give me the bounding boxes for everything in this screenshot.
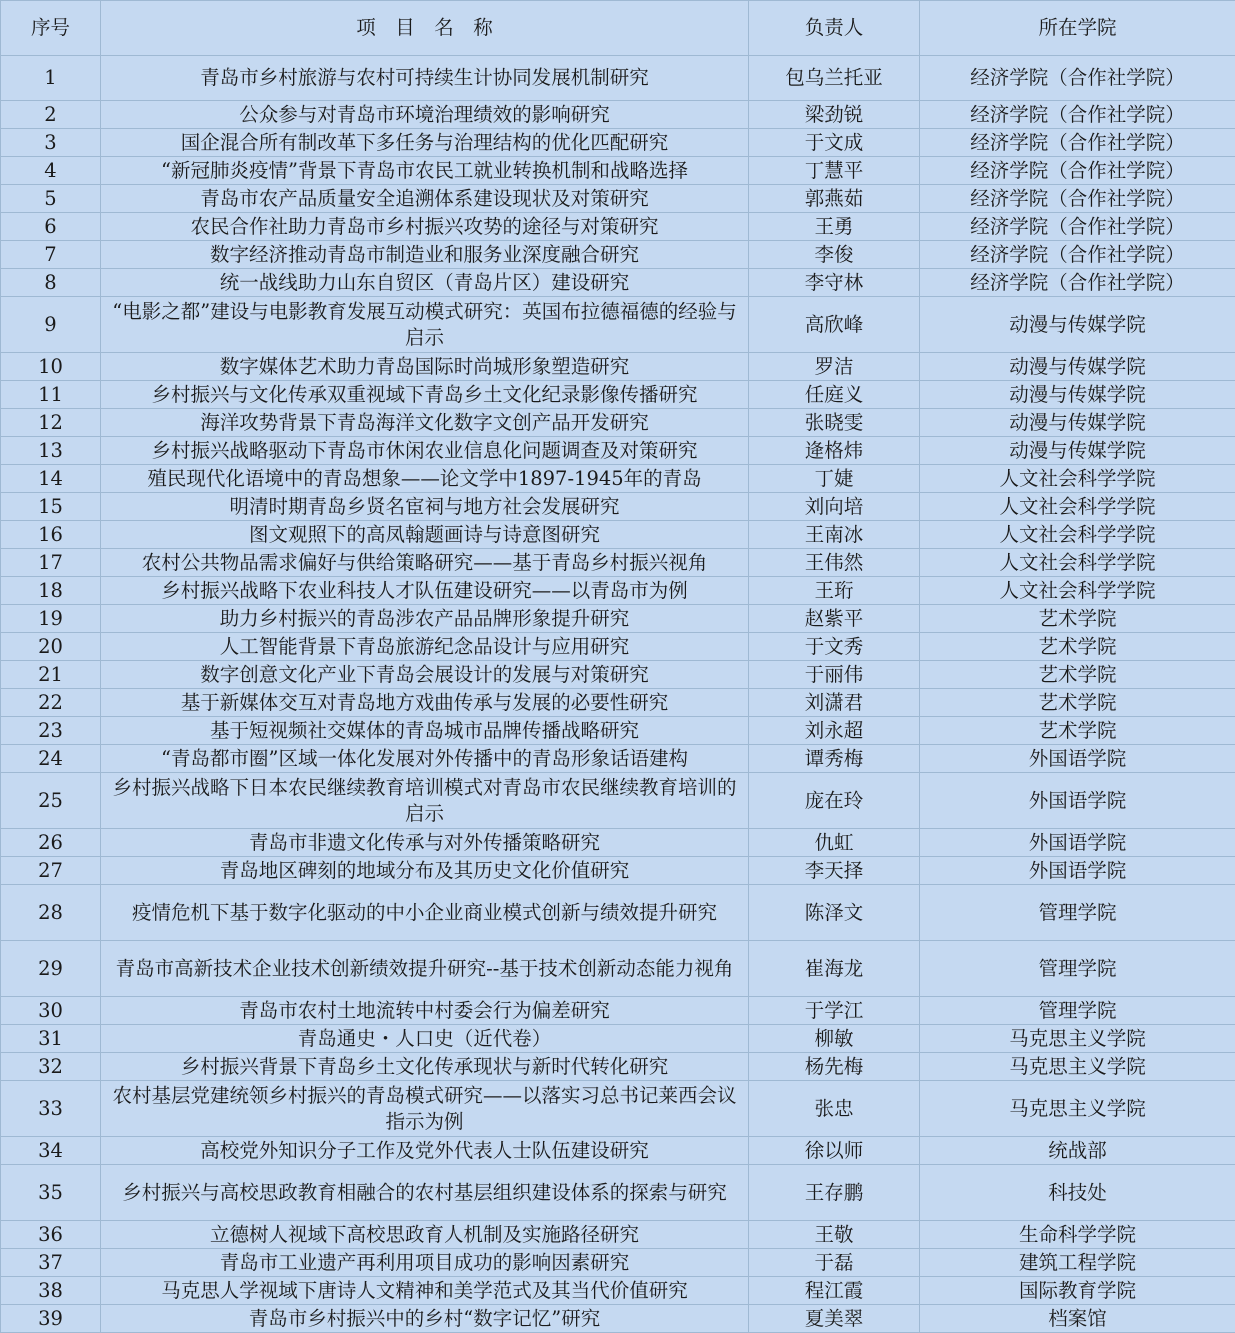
cell-no: 1 — [1, 56, 101, 101]
cell-leader: 程江霞 — [749, 1277, 920, 1305]
cell-college: 马克思主义学院 — [920, 1053, 1235, 1081]
table-row — [1, 745, 1235, 773]
table-row — [1, 521, 1235, 549]
cell-no: 21 — [1, 661, 101, 689]
cell-no: 11 — [1, 381, 101, 409]
table-row — [1, 157, 1235, 185]
cell-leader: 逄格炜 — [749, 437, 920, 465]
table-row — [1, 493, 1235, 521]
table-row — [1, 409, 1235, 437]
cell-title: “新冠肺炎疫情”背景下青岛市农民工就业转换机制和战略选择 — [101, 157, 749, 185]
cell-no: 4 — [1, 157, 101, 185]
table-row — [1, 577, 1235, 605]
cell-no: 12 — [1, 409, 101, 437]
cell-title: 乡村振兴与文化传承双重视域下青岛乡土文化纪录影像传播研究 — [101, 381, 749, 409]
cell-title: 殖民现代化语境中的青岛想象——论文学中1897-1945年的青岛 — [101, 465, 749, 493]
cell-title: 疫情危机下基于数字化驱动的中小企业商业模式创新与绩效提升研究 — [101, 885, 749, 941]
table-row — [1, 185, 1235, 213]
cell-no: 25 — [1, 773, 101, 829]
cell-title: 公众参与对青岛市环境治理绩效的影响研究 — [101, 101, 749, 129]
cell-college: 外国语学院 — [920, 773, 1235, 829]
cell-college: 经济学院（合作社学院） — [920, 101, 1235, 129]
cell-college: 人文社会科学学院 — [920, 549, 1235, 577]
cell-college: 动漫与传媒学院 — [920, 381, 1235, 409]
cell-leader: 王敬 — [749, 1221, 920, 1249]
cell-leader: 李守林 — [749, 269, 920, 297]
cell-college: 艺术学院 — [920, 717, 1235, 745]
cell-no: 33 — [1, 1081, 101, 1137]
cell-leader: 赵紫平 — [749, 605, 920, 633]
cell-college: 动漫与传媒学院 — [920, 437, 1235, 465]
cell-title: 青岛市乡村振兴中的乡村“数字记忆”研究 — [101, 1305, 749, 1333]
cell-no: 17 — [1, 549, 101, 577]
cell-title: 助力乡村振兴的青岛涉农产品品牌形象提升研究 — [101, 605, 749, 633]
cell-leader: 丁婕 — [749, 465, 920, 493]
cell-title: 乡村振兴战略驱动下青岛市休闲农业信息化问题调查及对策研究 — [101, 437, 749, 465]
cell-no: 38 — [1, 1277, 101, 1305]
table-row — [1, 941, 1235, 997]
cell-title: 数字媒体艺术助力青岛国际时尚城形象塑造研究 — [101, 353, 749, 381]
cell-title: 青岛地区碑刻的地域分布及其历史文化价值研究 — [101, 857, 749, 885]
cell-leader: 于丽伟 — [749, 661, 920, 689]
cell-no: 28 — [1, 885, 101, 941]
cell-college: 管理学院 — [920, 997, 1235, 1025]
cell-title: “青岛都市圈”区域一体化发展对外传播中的青岛形象话语建构 — [101, 745, 749, 773]
cell-title: 青岛市工业遗产再利用项目成功的影响因素研究 — [101, 1249, 749, 1277]
cell-college: 人文社会科学学院 — [920, 577, 1235, 605]
cell-leader: 高欣峰 — [749, 297, 920, 353]
cell-college: 统战部 — [920, 1137, 1235, 1165]
cell-college: 经济学院（合作社学院） — [920, 129, 1235, 157]
table-row — [1, 1165, 1235, 1221]
table-row — [1, 241, 1235, 269]
cell-leader: 王勇 — [749, 213, 920, 241]
cell-leader: 于学江 — [749, 997, 920, 1025]
cell-no: 29 — [1, 941, 101, 997]
cell-title: 青岛市非遗文化传承与对外传播策略研究 — [101, 829, 749, 857]
table-row — [1, 56, 1235, 101]
cell-college: 人文社会科学学院 — [920, 521, 1235, 549]
cell-leader: 刘潇君 — [749, 689, 920, 717]
cell-no: 26 — [1, 829, 101, 857]
cell-title: 青岛市高新技术企业技术创新绩效提升研究--基于技术创新动态能力视角 — [101, 941, 749, 997]
cell-college: 国际教育学院 — [920, 1277, 1235, 1305]
cell-no: 9 — [1, 297, 101, 353]
cell-title: 农村基层党建统领乡村振兴的青岛模式研究——以落实习总书记莱西会议指示为例 — [101, 1081, 749, 1137]
cell-college: 艺术学院 — [920, 661, 1235, 689]
cell-no: 20 — [1, 633, 101, 661]
cell-leader: 郭燕茹 — [749, 185, 920, 213]
cell-leader: 杨先梅 — [749, 1053, 920, 1081]
table-row — [1, 997, 1235, 1025]
cell-leader: 李俊 — [749, 241, 920, 269]
cell-title: 国企混合所有制改革下多任务与治理结构的优化匹配研究 — [101, 129, 749, 157]
table-row — [1, 381, 1235, 409]
table-row — [1, 297, 1235, 353]
table-row — [1, 465, 1235, 493]
cell-college: 艺术学院 — [920, 689, 1235, 717]
cell-college: 马克思主义学院 — [920, 1081, 1235, 1137]
table-row — [1, 213, 1235, 241]
table-row — [1, 829, 1235, 857]
cell-college: 马克思主义学院 — [920, 1025, 1235, 1053]
cell-college: 动漫与传媒学院 — [920, 297, 1235, 353]
table-row — [1, 353, 1235, 381]
cell-title: “电影之都”建设与电影教育发展互动模式研究：英国布拉德福德的经验与启示 — [101, 297, 749, 353]
cell-no: 7 — [1, 241, 101, 269]
cell-title: 图文观照下的高凤翰题画诗与诗意图研究 — [101, 521, 749, 549]
table-row — [1, 1137, 1235, 1165]
cell-leader: 任庭义 — [749, 381, 920, 409]
cell-title: 农民合作社助力青岛市乡村振兴攻势的途径与对策研究 — [101, 213, 749, 241]
cell-title: 立德树人视域下高校思政育人机制及实施路径研究 — [101, 1221, 749, 1249]
cell-college: 外国语学院 — [920, 857, 1235, 885]
cell-title: 乡村振兴与高校思政教育相融合的农村基层组织建设体系的探索与研究 — [101, 1165, 749, 1221]
cell-college: 经济学院（合作社学院） — [920, 213, 1235, 241]
cell-college: 经济学院（合作社学院） — [920, 185, 1235, 213]
header-row — [1, 1, 1235, 56]
table-row — [1, 549, 1235, 577]
cell-title: 数字创意文化产业下青岛会展设计的发展与对策研究 — [101, 661, 749, 689]
table-row — [1, 129, 1235, 157]
cell-title: 人工智能背景下青岛旅游纪念品设计与应用研究 — [101, 633, 749, 661]
cell-college: 经济学院（合作社学院） — [920, 56, 1235, 101]
cell-college: 动漫与传媒学院 — [920, 353, 1235, 381]
table-row — [1, 1081, 1235, 1137]
header-leader: 负责人 — [749, 1, 920, 56]
cell-leader: 刘永超 — [749, 717, 920, 745]
cell-title: 马克思人学视域下唐诗人文精神和美学范式及其当代价值研究 — [101, 1277, 749, 1305]
cell-title: 基于短视频社交媒体的青岛城市品牌传播战略研究 — [101, 717, 749, 745]
cell-no: 36 — [1, 1221, 101, 1249]
cell-no: 37 — [1, 1249, 101, 1277]
cell-no: 2 — [1, 101, 101, 129]
cell-title: 青岛通史・人口史（近代卷） — [101, 1025, 749, 1053]
cell-leader: 柳敏 — [749, 1025, 920, 1053]
table-body — [1, 56, 1235, 1333]
cell-college: 管理学院 — [920, 941, 1235, 997]
cell-no: 10 — [1, 353, 101, 381]
cell-college: 艺术学院 — [920, 605, 1235, 633]
cell-leader: 王南冰 — [749, 521, 920, 549]
table-row — [1, 885, 1235, 941]
table-row — [1, 1277, 1235, 1305]
cell-college: 科技处 — [920, 1165, 1235, 1221]
cell-leader: 徐以师 — [749, 1137, 920, 1165]
cell-leader: 王伟然 — [749, 549, 920, 577]
cell-no: 16 — [1, 521, 101, 549]
cell-college: 建筑工程学院 — [920, 1249, 1235, 1277]
table-row — [1, 437, 1235, 465]
cell-no: 6 — [1, 213, 101, 241]
cell-no: 23 — [1, 717, 101, 745]
cell-no: 18 — [1, 577, 101, 605]
cell-no: 5 — [1, 185, 101, 213]
cell-no: 3 — [1, 129, 101, 157]
cell-no: 34 — [1, 1137, 101, 1165]
cell-no: 8 — [1, 269, 101, 297]
cell-leader: 于文秀 — [749, 633, 920, 661]
cell-leader: 于文成 — [749, 129, 920, 157]
cell-leader: 夏美翠 — [749, 1305, 920, 1333]
cell-title: 数字经济推动青岛市制造业和服务业深度融合研究 — [101, 241, 749, 269]
table-row — [1, 689, 1235, 717]
table-row — [1, 661, 1235, 689]
cell-leader: 崔海龙 — [749, 941, 920, 997]
cell-no: 14 — [1, 465, 101, 493]
cell-no: 32 — [1, 1053, 101, 1081]
table-row — [1, 633, 1235, 661]
table-row — [1, 605, 1235, 633]
cell-college: 经济学院（合作社学院） — [920, 241, 1235, 269]
cell-no: 24 — [1, 745, 101, 773]
cell-title: 统一战线助力山东自贸区（青岛片区）建设研究 — [101, 269, 749, 297]
cell-no: 39 — [1, 1305, 101, 1333]
cell-title: 高校党外知识分子工作及党外代表人士队伍建设研究 — [101, 1137, 749, 1165]
cell-title: 农村公共物品需求偏好与供给策略研究——基于青岛乡村振兴视角 — [101, 549, 749, 577]
cell-college: 经济学院（合作社学院） — [920, 157, 1235, 185]
cell-no: 13 — [1, 437, 101, 465]
cell-leader: 仇虹 — [749, 829, 920, 857]
cell-leader: 张忠 — [749, 1081, 920, 1137]
cell-college: 档案馆 — [920, 1305, 1235, 1333]
cell-college: 生命科学学院 — [920, 1221, 1235, 1249]
cell-title: 乡村振兴战略下农业科技人才队伍建设研究——以青岛市为例 — [101, 577, 749, 605]
header-no: 序号 — [1, 1, 101, 56]
cell-title: 明清时期青岛乡贤名宦祠与地方社会发展研究 — [101, 493, 749, 521]
cell-leader: 梁劲锐 — [749, 101, 920, 129]
cell-leader: 罗洁 — [749, 353, 920, 381]
cell-leader: 刘向培 — [749, 493, 920, 521]
cell-leader: 王存鹏 — [749, 1165, 920, 1221]
cell-college: 人文社会科学学院 — [920, 465, 1235, 493]
cell-college: 经济学院（合作社学院） — [920, 269, 1235, 297]
table-row — [1, 1025, 1235, 1053]
cell-title: 青岛市农村土地流转中村委会行为偏差研究 — [101, 997, 749, 1025]
cell-leader: 王珩 — [749, 577, 920, 605]
cell-leader: 庞在玲 — [749, 773, 920, 829]
cell-leader: 丁慧平 — [749, 157, 920, 185]
cell-leader: 李天择 — [749, 857, 920, 885]
cell-no: 19 — [1, 605, 101, 633]
cell-no: 27 — [1, 857, 101, 885]
cell-leader: 陈泽文 — [749, 885, 920, 941]
cell-college: 艺术学院 — [920, 633, 1235, 661]
cell-no: 22 — [1, 689, 101, 717]
cell-title: 基于新媒体交互对青岛地方戏曲传承与发展的必要性研究 — [101, 689, 749, 717]
table-row — [1, 1249, 1235, 1277]
cell-title: 乡村振兴战略下日本农民继续教育培训模式对青岛市农民继续教育培训的启示 — [101, 773, 749, 829]
cell-title: 青岛市农产品质量安全追溯体系建设现状及对策研究 — [101, 185, 749, 213]
table-row — [1, 717, 1235, 745]
table-row — [1, 773, 1235, 829]
cell-college: 外国语学院 — [920, 829, 1235, 857]
table-row — [1, 101, 1235, 129]
cell-college: 外国语学院 — [920, 745, 1235, 773]
cell-leader: 包乌兰托亚 — [749, 56, 920, 101]
cell-title: 海洋攻势背景下青岛海洋文化数字文创产品开发研究 — [101, 409, 749, 437]
header-college: 所在学院 — [920, 1, 1235, 56]
cell-leader: 张晓雯 — [749, 409, 920, 437]
cell-no: 35 — [1, 1165, 101, 1221]
table-row — [1, 1053, 1235, 1081]
cell-title: 青岛市乡村旅游与农村可持续生计协同发展机制研究 — [101, 56, 749, 101]
cell-leader: 谭秀梅 — [749, 745, 920, 773]
cell-title: 乡村振兴背景下青岛乡土文化传承现状与新时代转化研究 — [101, 1053, 749, 1081]
cell-college: 动漫与传媒学院 — [920, 409, 1235, 437]
cell-college: 管理学院 — [920, 885, 1235, 941]
header-title: 项 目 名 称 — [101, 1, 749, 56]
cell-leader: 于磊 — [749, 1249, 920, 1277]
cell-college: 人文社会科学学院 — [920, 493, 1235, 521]
table-row — [1, 1221, 1235, 1249]
table-row — [1, 1305, 1235, 1333]
cell-no: 30 — [1, 997, 101, 1025]
table-row — [1, 857, 1235, 885]
cell-no: 31 — [1, 1025, 101, 1053]
table-row — [1, 269, 1235, 297]
cell-no: 15 — [1, 493, 101, 521]
